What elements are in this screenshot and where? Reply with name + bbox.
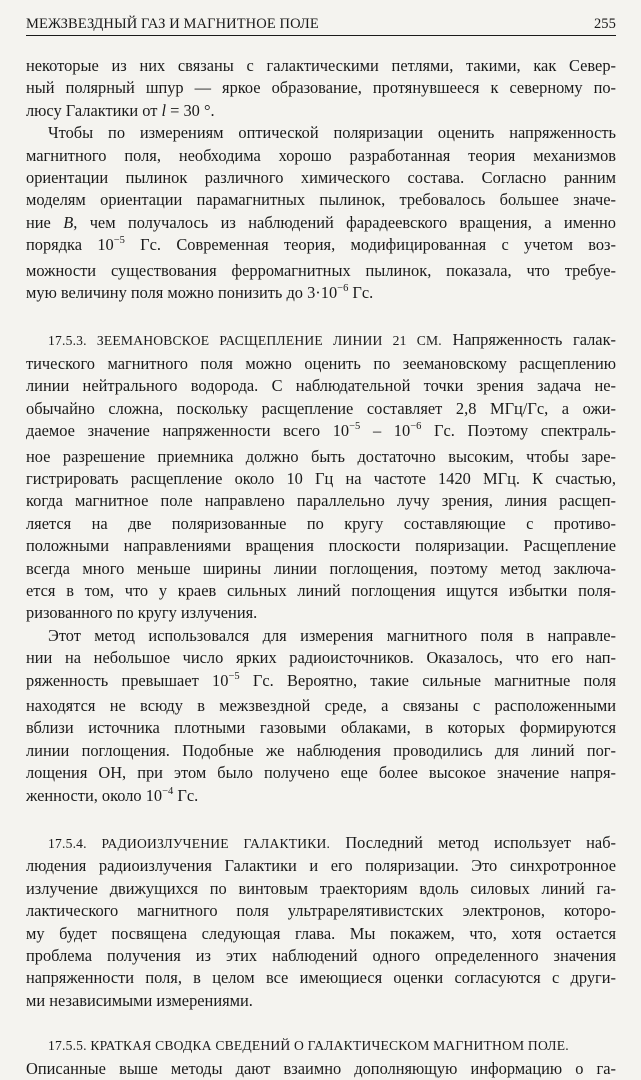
text-line: вблизи источника плотными газовыми облаками, в которых формируются <box>26 718 616 738</box>
text-line: ряженность превышает $10^{-5}$ Гс. Вероятно, такие сильные магнитные поля <box>26 670 617 690</box>
text-line: ориентации пылинок различного химического состава. Согласно ранним <box>26 168 616 188</box>
running-title: МЕЖЗВЕЗДНЫЙ ГАЗ И МАГНИТНОЕ ПОЛЕ <box>26 16 319 32</box>
text-line: ние B, чем получалось из наблюдений фарадеевского вращения, а именно <box>26 212 617 232</box>
text-line: моделям ориентации парамагнитных пылинок, требовалось большее значе- <box>26 190 616 210</box>
running-head <box>26 14 616 36</box>
text-line: Чтобы по измерениям оптической поляризации оценить напряженность <box>48 123 616 143</box>
text-line: тического магнитного поля можно оценить по зеемановскому расщеплению <box>26 353 616 373</box>
section-summary <box>26 1034 616 1080</box>
text-line <box>26 1034 616 1057</box>
text-line: всегда много меньше ширины линии поглощения, поэтому метод заключа- <box>26 558 616 578</box>
text-line: лощения OH, при этом было получено еще более высокое значение напря- <box>26 763 616 783</box>
section-radio-emission <box>26 832 616 1012</box>
text-line: обычайно сложна, поскольку расщепление составляет 2,8 МГц/Гс, а ожи- <box>26 398 616 418</box>
section-zeeman <box>26 329 616 624</box>
text-line: когда магнитное поле направлено параллельно лучу зрения, линия расщеп- <box>26 491 616 511</box>
section-heading: 17.5.3. ЗЕЕМАНОВСКОЕ РАСЩЕПЛЕНИЕ ЛИНИИ 21 СМ. <box>48 333 442 349</box>
text-line: находятся не всюду в межзвездной среде, а связаны с расположенными <box>26 695 616 715</box>
text-line: Этот метод использовался для измерения магнитного поля в направле- <box>48 625 616 645</box>
text-line: люсу Галактики от l = 30 °. <box>26 100 215 120</box>
paragraph-optical-polarization <box>26 122 616 307</box>
text-line: линии нейтрального водорода. С наблюдательной точки зрения задача не- <box>26 376 616 396</box>
text-line: ное разрешение приемника должно быть достаточно высоким, чтобы заре- <box>26 446 616 466</box>
text-line: женности, около $10^{-4}$ Гс. <box>26 785 199 805</box>
text-line: мую величину поля можно понизить до $3\cdot 10^{-6}$ Гс. <box>26 283 374 303</box>
text-line: гистрировать расщепление около 10 Гц на частоте 1420 МГц. К счастью, <box>26 468 616 488</box>
text-line: положными направлениями вращения плоскости поляризации. Расщепление <box>26 536 616 556</box>
text-line: ми независимыми измерениями. <box>26 990 253 1010</box>
text-line: 17.5.3. ЗЕЕМАНОВСКОЕ РАСЩЕПЛЕНИЕ ЛИНИИ 21 СМ. Напряженность галак- <box>48 330 616 350</box>
body-text <box>26 55 616 1080</box>
section-heading: 17.5.4. РАДИОИЗЛУЧЕНИЕ ГАЛАКТИКИ. <box>48 836 331 851</box>
text-line: линии поглощения. Подобные же наблюдения проводились для линий пог- <box>26 740 616 760</box>
page-number: 255 <box>593 16 616 32</box>
section-heading: 17.5.5. КРАТКАЯ СВОДКА СВЕДЕНИЙ О ГАЛАКТИЧЕСКОМ МАГНИТНОМ ПОЛЕ. <box>48 1038 569 1054</box>
text-line: напряженности поля, в целом все имеющиеся оценки согласуются с други- <box>26 968 616 988</box>
text-line: 17.5.4. РАДИОИЗЛУЧЕНИЕ ГАЛАКТИКИ. Последний метод использует наб- <box>48 833 616 852</box>
text-line: излучение движущихся по винтовым траекториям вдоль силовых линий га- <box>26 878 616 898</box>
text-line: проблема получения из этих наблюдений одного определенного значения <box>26 946 616 966</box>
text-line: ризованного по кругу излучения. <box>26 603 258 623</box>
text-line: людения радиоизлучения Галактики и его поляризации. Это синхротронное <box>26 856 616 876</box>
header-rule <box>26 35 616 36</box>
text-line: Описанные выше методы дают взаимно дополняющую информацию о га- <box>26 1058 616 1078</box>
book-page <box>26 14 616 1080</box>
text-line: ный полярный шпур — яркое образование, протянувшееся к северному по- <box>26 78 616 98</box>
text-line: порядка $10^{-5}$ Гс. Современная теория, модифицированная с учетом воз- <box>26 235 616 255</box>
text-line: му будет посвящена следующая глава. Мы покажем, что, хотя остается <box>26 923 616 943</box>
text-line: некоторые из них связаны с галактическими петлями, такими, как Север- <box>26 56 616 75</box>
text-line: нии на небольшое число ярких радиоисточников. Оказалось, что его нап- <box>26 648 616 668</box>
text-line: ется в том, что у краев сильных линий поглощения ищутся избытки поля- <box>26 580 616 600</box>
text-line: можности существования ферромагнитных пылинок, показала, что требуе- <box>26 260 616 280</box>
paragraph-continued <box>26 55 616 122</box>
paragraph-method <box>26 625 616 810</box>
text-line: ляется на две поляризованные по кругу составляющие с противо- <box>26 513 616 533</box>
text-line: даемое значение напряженности всего $10^{-5} - 10^{-6}$ Гс. Поэтому спектраль- <box>26 421 617 441</box>
text-line: лактического магнитного поля ультрарелятивистских электронов, которо- <box>26 901 616 921</box>
text-line: магнитного поля, необходима хорошо разработанная теория механизмов <box>26 145 616 165</box>
